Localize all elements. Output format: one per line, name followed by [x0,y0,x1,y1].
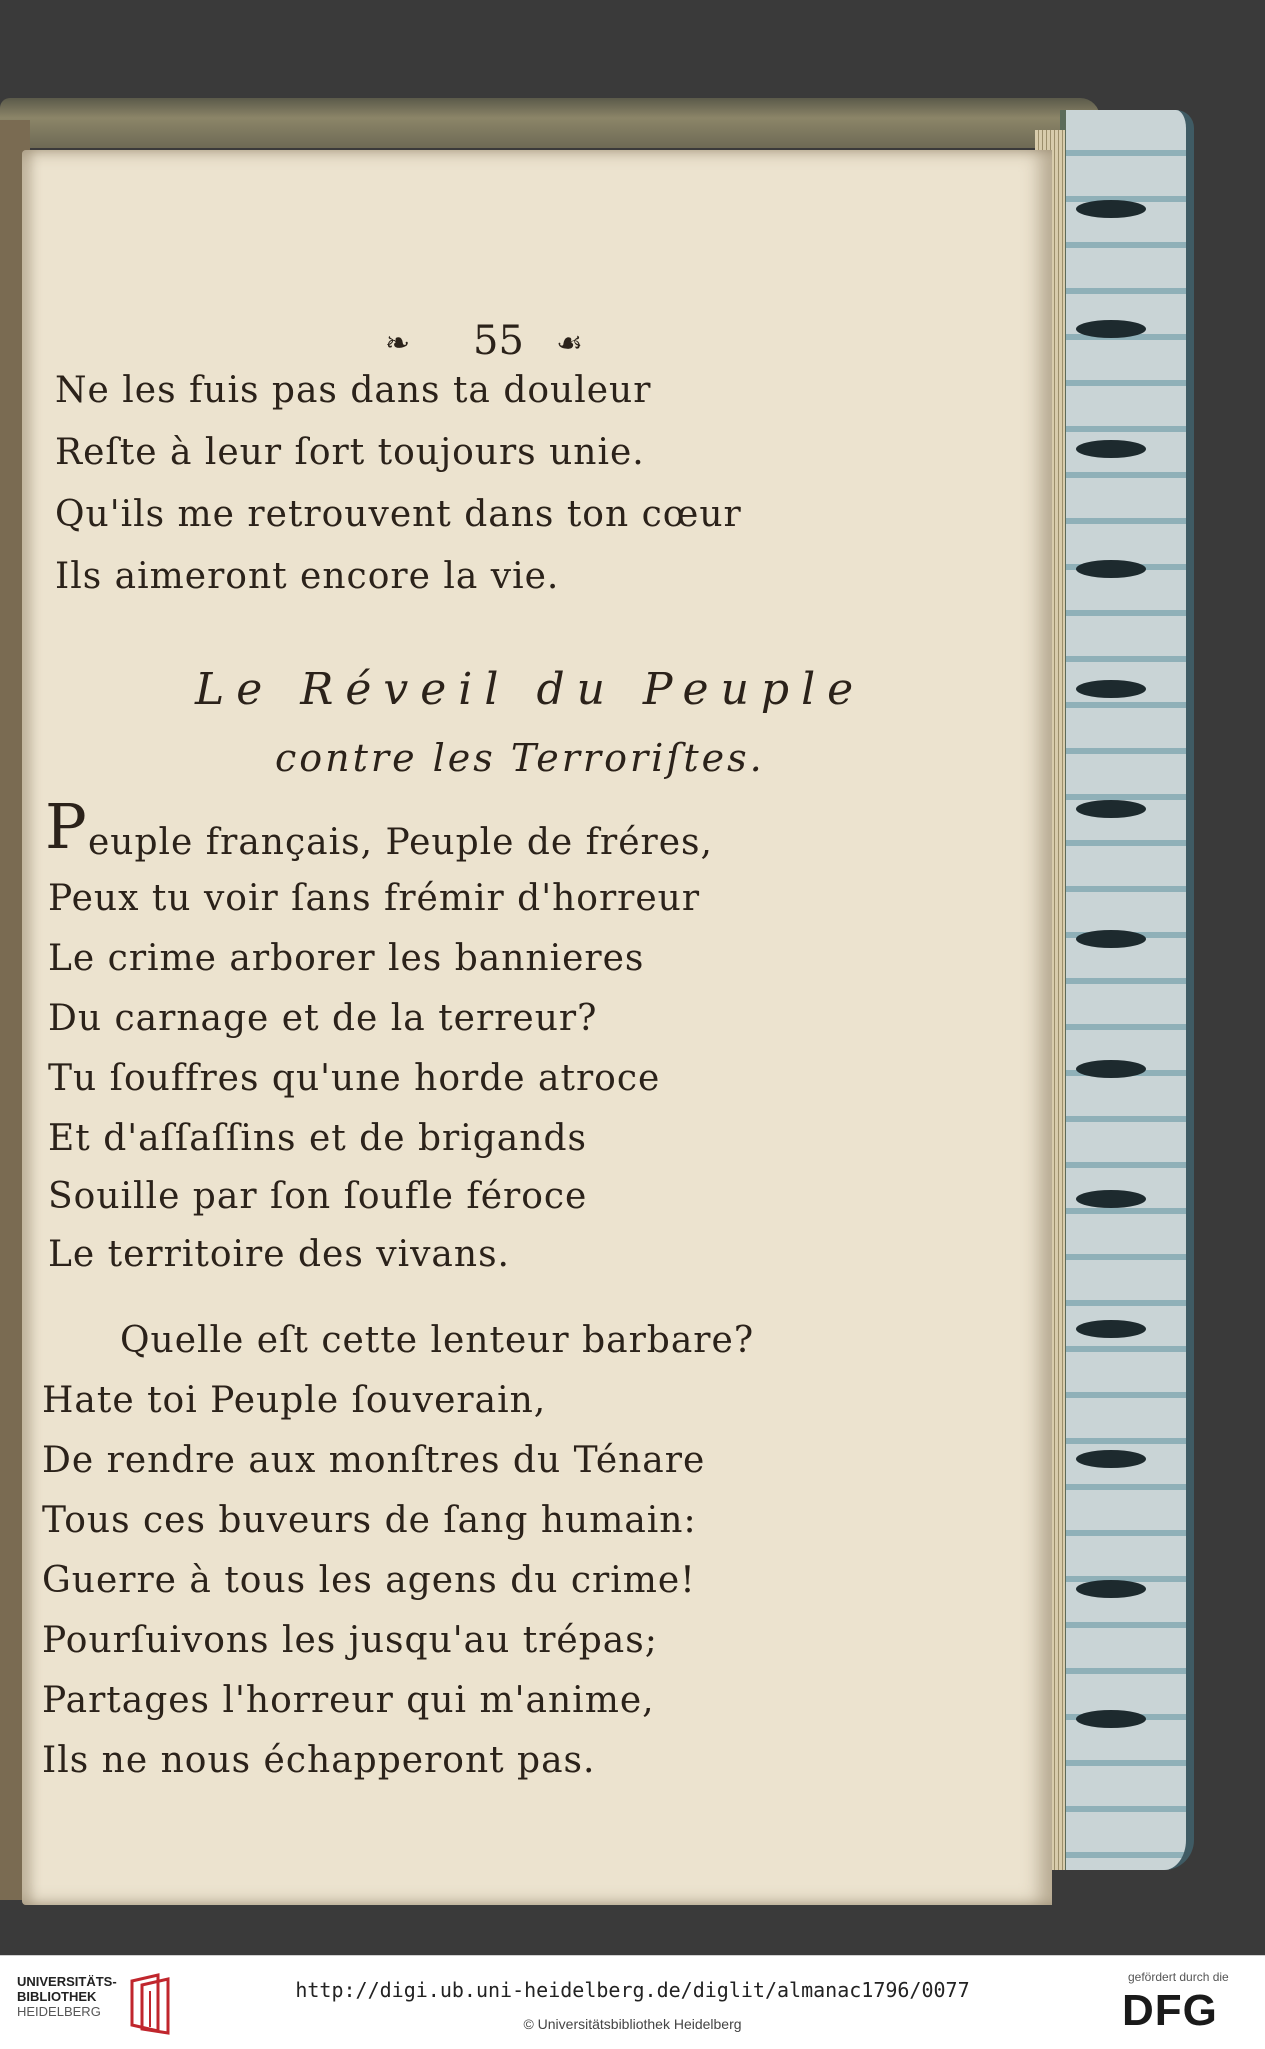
verse-line: Partages l'horreur qui m'anime, [42,1680,655,1721]
page-number: 55 [473,318,524,364]
verse-line: Qu'ils me retrouvent dans ton cœur [55,494,742,535]
verse-line: Guerre à tous les agens du crime! [42,1560,696,1601]
sponsor-note: gefördert durch die [1128,1970,1229,1984]
library-name-line: UNIVERSITÄTS- [17,1974,117,1989]
verse-line: euple français, Peuple de fréres, [88,822,713,863]
verse-line: Et d'aſſaſſins et de brigands [48,1118,587,1159]
footer [0,1955,1265,2049]
verse-line: Le territoire des vivans. [48,1234,510,1275]
verse-line: Hate toi Peuple ſouverain, [42,1380,547,1421]
library-name-line: HEIDELBERG [17,2004,101,2019]
book-fore-edge [1060,110,1194,1870]
verse-line: Pourſuivons les jusqu'au trépas; [42,1620,658,1661]
drop-cap: P [45,790,87,863]
verse-line: Du carnage et de la terreur? [48,998,598,1039]
verse-line: Quelle eſt cette lenteur barbare? [120,1320,755,1361]
poem-subtitle: contre les Terroriſtes. [275,736,765,780]
verse-line: Ne les fuis pas dans ta douleur [55,370,652,411]
permalink-url[interactable]: http://digi.ub.uni-heidelberg.de/diglit/almanac1796/0077 [295,1978,970,2002]
ornament-left-icon: ❧ [385,326,411,361]
ornament-right-icon: ☙ [556,326,583,361]
verse-line: Ils ne nous échapperont pas. [42,1740,596,1781]
verse-line: Tu ſouffres qu'une horde atroce [48,1058,661,1099]
library-name-line: BIBLIOTHEK [17,1989,97,2004]
poem-title: Le Réveil du Peuple [195,664,866,715]
verse-line: Peux tu voir ſans frémir d'horreur [48,878,701,919]
verse-line: Tous ces buveurs de ſang humain: [42,1500,697,1541]
verse-line: Souille par ſon ſoufle féroce [48,1176,588,1217]
dfg-logo: DFG [1122,1986,1218,2035]
copyright-notice: © Universitätsbibliothek Heidelberg [523,2016,742,2032]
verse-line: Le crime arborer les bannieres [48,938,645,979]
verse-line: De rendre aux monſtres du Ténare [42,1440,706,1481]
book-top-edge [0,98,1100,148]
verse-line: Reſte à leur ſort toujours unie. [55,432,645,473]
verse-line: Ils aimeront encore la vie. [55,556,560,597]
